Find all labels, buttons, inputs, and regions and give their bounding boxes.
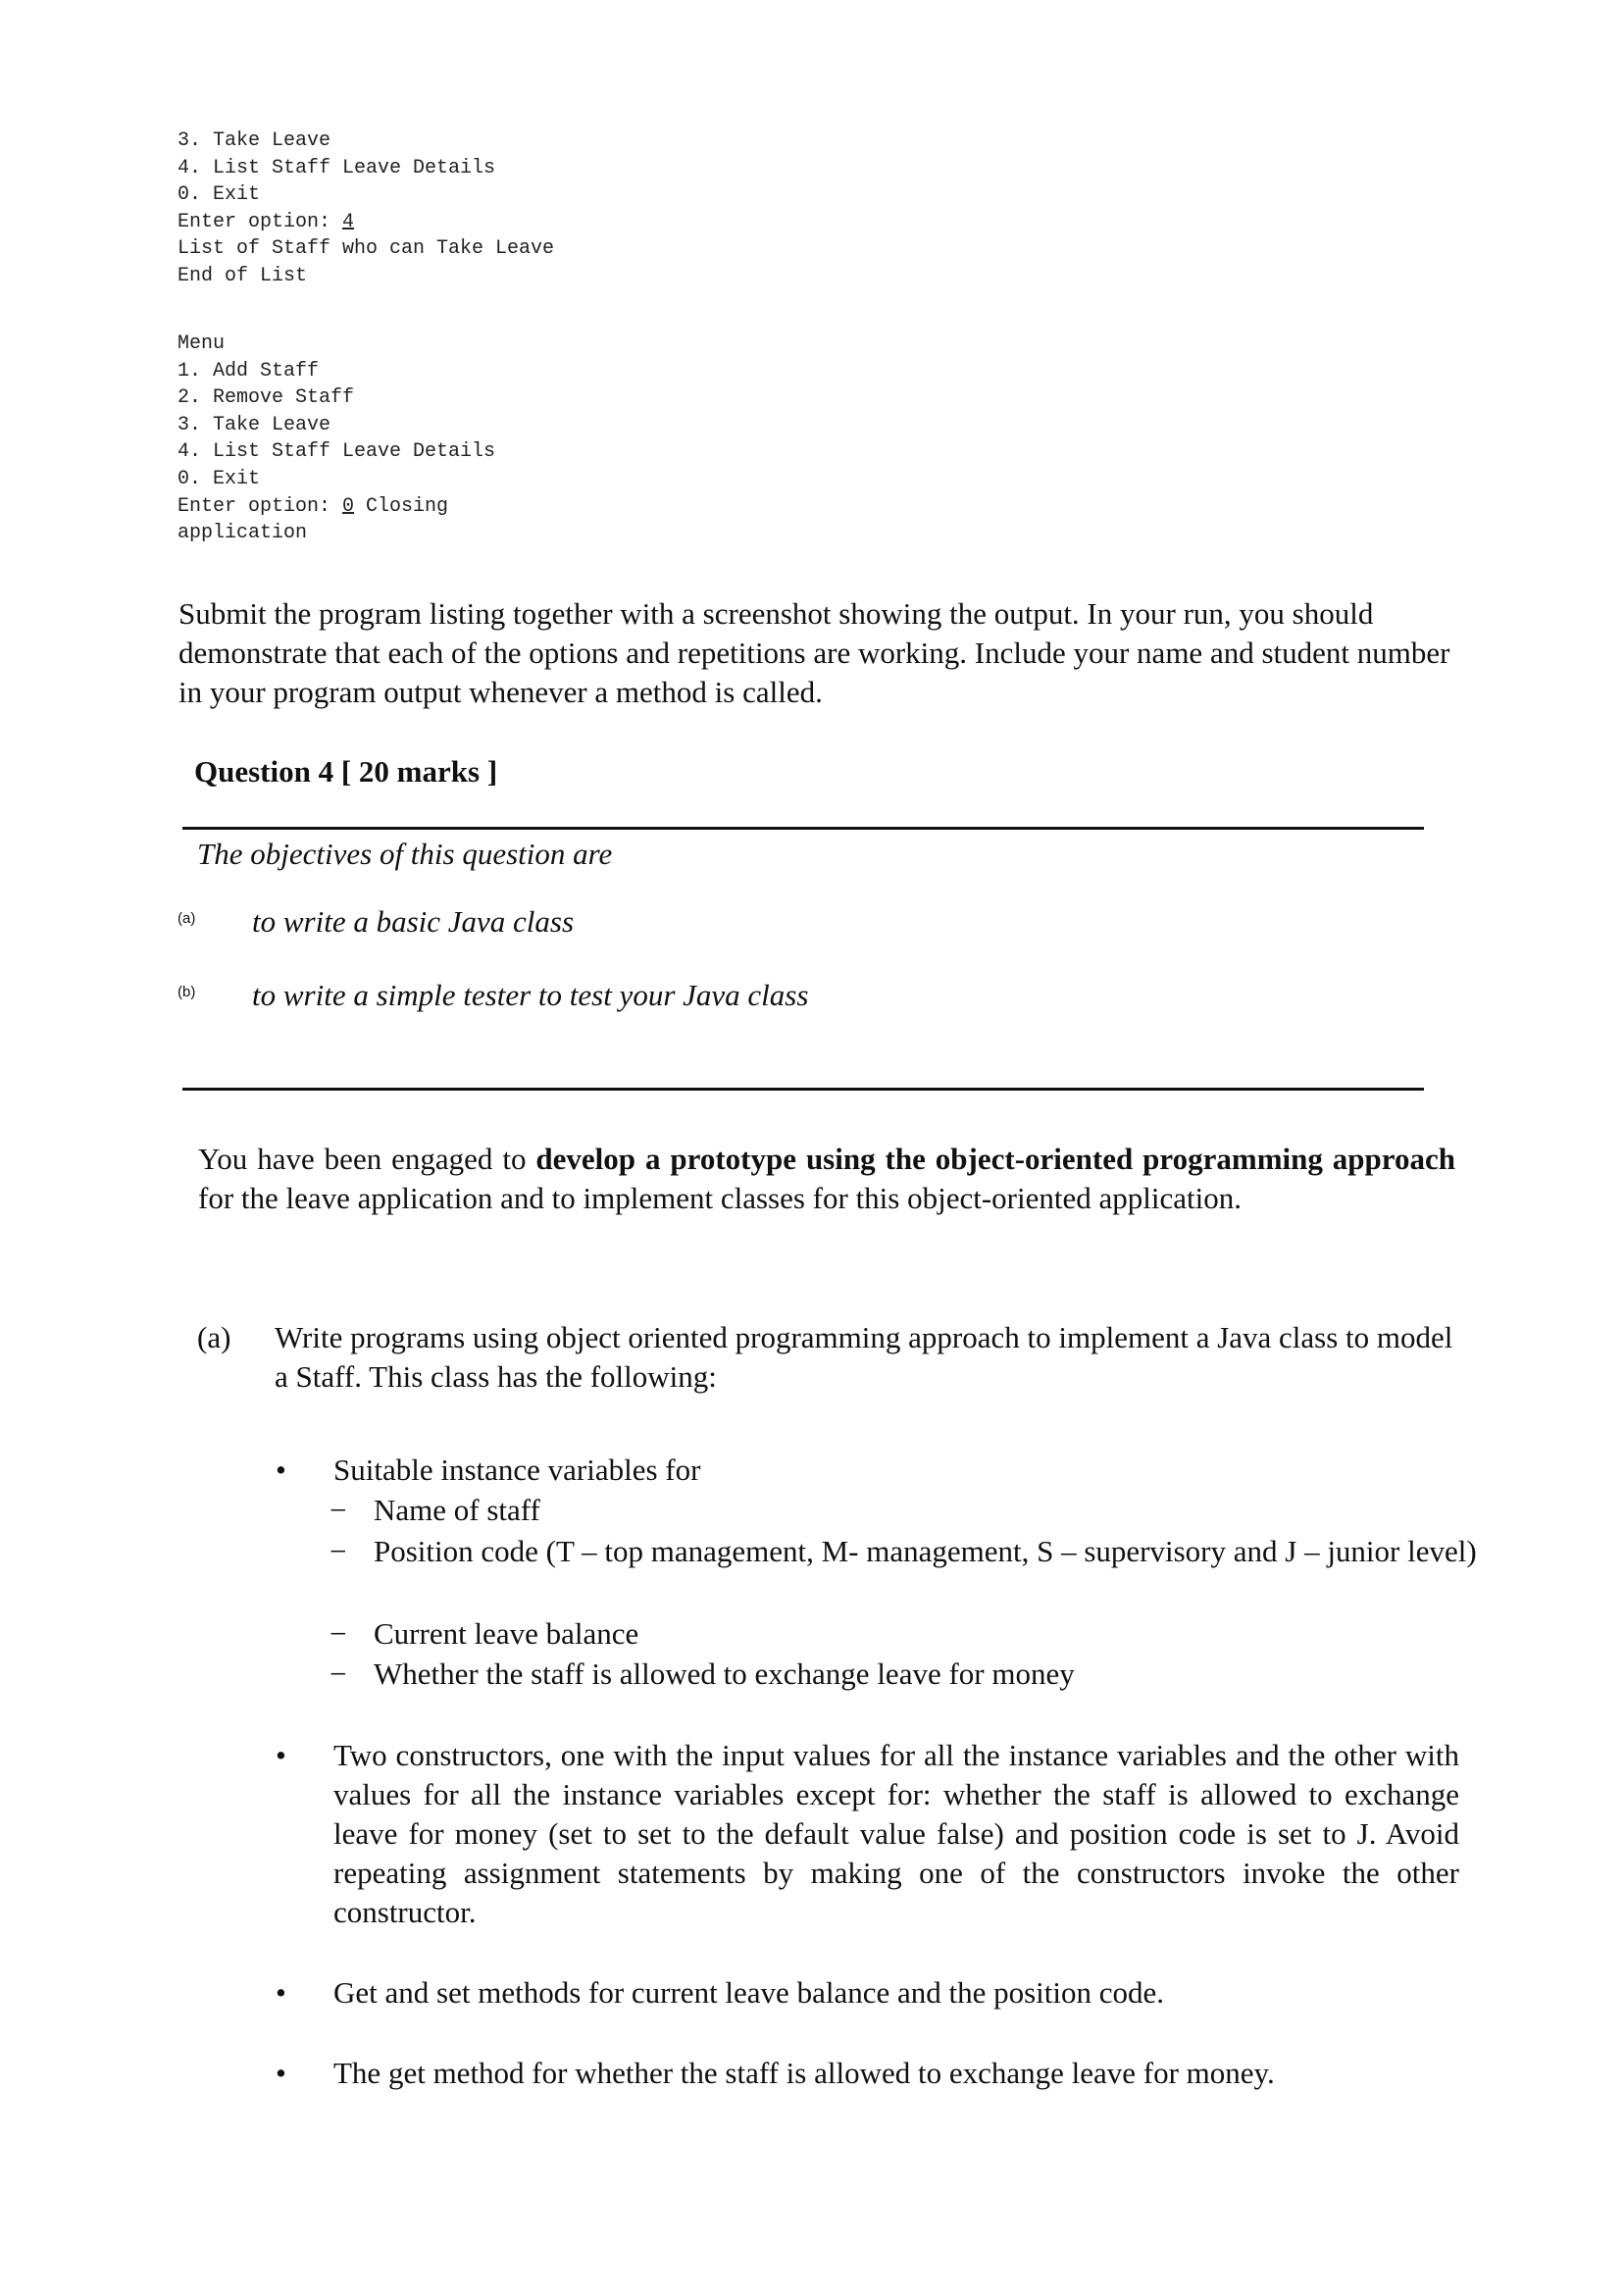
question-heading: Question 4 [ 20 marks ] <box>194 754 498 789</box>
console-line: 3. Take Leave <box>178 129 331 152</box>
bullet-item: The get method for whether the staff is allowed to exchange leave for money. <box>333 2056 1275 2090</box>
objectives-intro: The objectives of this question are <box>197 837 613 871</box>
bottom-divider <box>182 1088 1424 1091</box>
dash-icon: − <box>330 1657 347 1691</box>
console-line: List of Staff who can Take Leave <box>178 237 555 261</box>
prompt-label: Enter option: <box>178 210 343 233</box>
prompt-after-text: Closing <box>354 494 449 518</box>
console-line: 0. Exit <box>178 183 261 207</box>
console-line: 4. List Staff Leave Details <box>178 156 496 179</box>
console-line: 2. Remove Staff <box>178 386 355 410</box>
dash-icon: − <box>330 1493 347 1527</box>
console-line: 0. Exit <box>178 467 261 490</box>
console-prompt-line <box>178 493 495 521</box>
objective-item: to write a basic Java class <box>252 904 575 939</box>
intro-bold: develop a prototype using the object-oriented programming approach <box>535 1142 1455 1176</box>
console-output-block-1 <box>178 127 554 290</box>
console-line: Menu <box>178 332 226 355</box>
sub-item: Whether the staff is allowed to exchange leave for money <box>374 1657 1075 1691</box>
bullet-icon: • <box>276 1738 286 1772</box>
objective-marker: (a) <box>178 910 196 927</box>
bullet-item: Suitable instance variables for <box>333 1453 701 1487</box>
console-line: 4. List Staff Leave Details <box>178 440 496 464</box>
intro-paragraph <box>198 1140 1455 1218</box>
dash-icon: − <box>330 1616 347 1651</box>
console-line: 3. Take Leave <box>178 413 331 436</box>
sub-item: Current leave balance <box>374 1616 639 1651</box>
bullet-icon: • <box>276 2056 286 2090</box>
prompt-input-value: 0 <box>342 494 355 518</box>
bullet-item: Two constructors, one with the input values for all the instance variables and the other with values for all the instance variables except for: whether the staff is allowed to exchange leave for money (set to set to the default value false) and position code is set to J. Avoid repeating assignment statements by making one of the constructors invoke the other constructor. <box>333 1738 1459 1929</box>
dash-icon: − <box>330 1534 347 1568</box>
submit-instructions: Submit the program listing together with a screenshot showing the output. In your run, you should demonstrate that each of the options and repetitions are working. Include your name and student number in your program output whenever a method is called. <box>178 596 1450 709</box>
bullet-icon: • <box>276 1453 286 1487</box>
part-a-marker: (a) <box>197 1320 231 1354</box>
top-divider <box>182 827 1424 830</box>
objective-marker: (b) <box>178 984 196 1000</box>
objective-item: to write a simple tester to test your Java class <box>252 978 809 1012</box>
console-line: End of List <box>178 264 308 287</box>
bullet-item: Get and set methods for current leave balance and the position code. <box>333 1975 1165 2010</box>
console-line: 1. Add Staff <box>178 359 320 382</box>
prompt-input-value: 4 <box>342 210 355 233</box>
part-a-text: Write programs using object oriented programming approach to implement a Java class to model a Staff. This class has the following: <box>275 1320 1453 1394</box>
console-prompt-line <box>178 209 554 236</box>
prompt-label: Enter option: <box>178 494 343 518</box>
sub-item: Name of staff <box>374 1493 540 1527</box>
intro-post: for the leave application and to implement classes for this object-oriented application. <box>198 1181 1242 1215</box>
console-line: application <box>178 522 308 545</box>
bullet-icon: • <box>276 1975 286 2010</box>
intro-pre: You have been engaged to <box>198 1142 536 1176</box>
sub-item: Position code (T – top management, M- management, S – supervisory and J – junior level) <box>374 1534 1477 1568</box>
console-output-block-2 <box>178 331 495 547</box>
